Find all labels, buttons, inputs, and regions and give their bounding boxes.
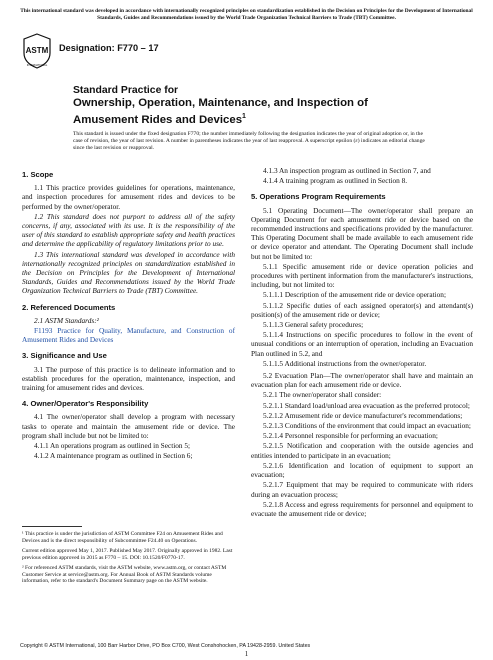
footnote-1-edition: Current edition approved May 1, 2017. Published May 2017. Originally approved in 1982. Last previous edition approved in 2015 as F770 – 15. DOI: 10.1520/F0770-17. (22, 547, 233, 561)
para-5-2-1-6: 5.2.1.6 Identification and location of equipment to support an evacuation; (251, 460, 473, 480)
document-title (73, 97, 418, 127)
left-column (22, 170, 235, 461)
para-5-2-1-4: 5.2.1.4 Personnel responsible for performing an evacuation; (263, 431, 438, 441)
para-5-1-1-5: 5.1.1.5 Additional instructions from the owner/operator. (263, 358, 427, 368)
footnotes (22, 531, 235, 588)
para-5-2-1-3: 5.2.1.3 Conditions of the environment that could impact an evacuation; (263, 421, 471, 431)
para-1-2: 1.2 This standard does not purport to address all of the safety concerns, if any, associated with its use. It is the responsibility of the user of this standard to establish appropriate safety and health practices and determine the applicability of regulatory limitations prior to use. (22, 211, 235, 249)
para-5-2-1-5: 5.2.1.5 Notification and cooperation with the outside agencies and entities intended to participate in an evacuation; (251, 441, 473, 460)
para-5-1-1-2: 5.1.1.2 Specific duties of each assigned operator(s) and attendant(s) position(s) of the amusement ride or device; (251, 300, 473, 319)
para-4-1: 4.1 The owner/operator shall develop a program with necessary tasks to operate and maintain the amusement ride or device. The program shall include but not be limited to: (22, 412, 235, 440)
section-heading-scope: 1. Scope (22, 170, 54, 179)
title-kind: Standard Practice for (73, 85, 179, 96)
para-3-1: 3.1 The purpose of this practice is to delineate information and to establish procedures for the operation, maintenance, inspection, and training for amusement rides and devices. (22, 364, 235, 393)
para-1-1: 1.1 This practice provides guidelines for operations, maintenance, and inspection procedures for amusement rides and devices to be performed by the owner/operator. (22, 183, 235, 211)
para-5-2-1-7: 5.2.1.7 Equipment that may be required to communicate with riders during an evacuation process; (251, 480, 473, 499)
title-footnote-ref[interactable]: 1 (242, 113, 246, 120)
section-heading-responsibility: 4. Owner/Operator's Responsibility (22, 399, 149, 409)
svg-text:INTERNATIONAL: INTERNATIONAL (26, 64, 48, 67)
para-4-1-4: 4.1.4 A training program as outlined in Section 8. (263, 176, 408, 186)
right-column (251, 166, 473, 519)
standard-issue-note: This standard is issued under the fixed designation F770; the number immediately following the designation indicates the year of original adoption or, in the case of revision, the year of last revision. A number in parentheses indicates the year of last reapproval. A superscript epsilon (ε) indicates an editorial change since the last revision or reapproval. (73, 131, 425, 152)
section-heading-significance: 3. Significance and Use (22, 351, 107, 361)
footnote-divider (22, 526, 82, 527)
para-4-1-2: 4.1.2 A maintenance program as outlined in Section 6; (34, 451, 193, 461)
standard-notice: This international standard was developed in accordance with internationally recognized principles on standardization established in the Decision on Principles for the Development of International Standards, Guides and Recommendations issued by the World Trade Organization Technical Barriers to Trade (TBT) Committee. (20, 8, 473, 21)
astm-logo (22, 33, 52, 69)
para-5-1: 5.1 Operating Document—The owner/operator shall prepare an Operating Document for each amusement ride or device based on the recommended instructions and specifications provided by the manufacturer. This Operating Document shall be made available to each amusement ride or device operator and attendant. The Operating Document shall include but not be limited to: (251, 205, 473, 261)
section-heading-operations: 5. Operations Program Requirements (251, 192, 386, 202)
footnote-1: ¹ This practice is under the jurisdiction of ASTM Committee F24 on Amusement Rides and Devices and is the direct responsibility of Subcommittee F24.40 on Operations. (22, 531, 223, 544)
para-4-1-3: 4.1.3 An inspection program as outlined in Section 7, and (263, 166, 431, 175)
para-5-2-1-1: 5.2.1.1 Standard load/unload area evacuation as the preferred protocol; (263, 400, 470, 410)
para-5-1-1-3: 5.1.1.3 General safety procedures; (263, 320, 364, 330)
svg-text:ASTM: ASTM (25, 46, 49, 55)
copyright-line: Copyright © ASTM International, 100 Barr Harbor Drive, PO Box C700, West Conshohocken, PA 19428-2959. United States (20, 643, 311, 649)
para-5-2-1: 5.2.1 The owner/operator shall consider: (263, 390, 382, 400)
para-5-2-1-2: 5.2.1.2 Amusement ride or device manufacturer's recommendations; (263, 410, 463, 420)
para-5-2-1-8: 5.2.1.8 Access and egress requirements for personnel and equipment to evacuate the amusement ride or device; (251, 499, 473, 518)
para-5-1-1-4: 5.1.1.4 Instructions on specific procedures to follow in the event of unusual conditions or an interruption of operation, including an Evacuation Plan outlined in 5.2, and (251, 330, 473, 358)
section-heading-referenced-documents: 2. Referenced Documents (22, 302, 116, 312)
ref-link-f1193[interactable]: F1193 Practice for Quality, Manufacture, and Construction of Amusement Rides and Devices (22, 326, 235, 345)
para-5-2: 5.2 Evacuation Plan—The owner/operator shall have and maintain an evacuation plan for each amusement ride or device. (251, 371, 473, 390)
para-4-1-1: 4.1.1 An operations program as outlined in Section 5; (34, 441, 191, 451)
para-5-1-1-1: 5.1.1.1 Description of the amusement ride or device operation; (263, 290, 446, 300)
title-text: Ownership, Operation, Maintenance, and Inspection of Amusement Rides and Devices (73, 97, 368, 126)
para-2-1: 2.1 ASTM Standards:² (34, 315, 99, 325)
para-1-3: 1.3 This international standard was developed in accordance with internationally recognized principles on standardization established in the Decision on Principles for the Development of International Standards, Guides and Recommendations issued by the World Trade Organization Technical Barriers to Trade (TBT) Committee. (22, 249, 235, 296)
para-5-1-1: 5.1.1 Specific amusement ride or device operation policies and procedures with pertinent information from the manufacturer's instructions, including, but not limited to: (251, 261, 473, 290)
page-number: 1 (244, 650, 249, 658)
footnote-2: ² For referenced ASTM standards, visit the ASTM website, www.astm.org, or contact ASTM Customer Service at service@astm.org. For Annual Book of ASTM Standards volume information, refer to the standard's Document Summary page on the ASTM website. (22, 564, 227, 585)
designation: Designation: F770 – 17 (59, 43, 159, 53)
